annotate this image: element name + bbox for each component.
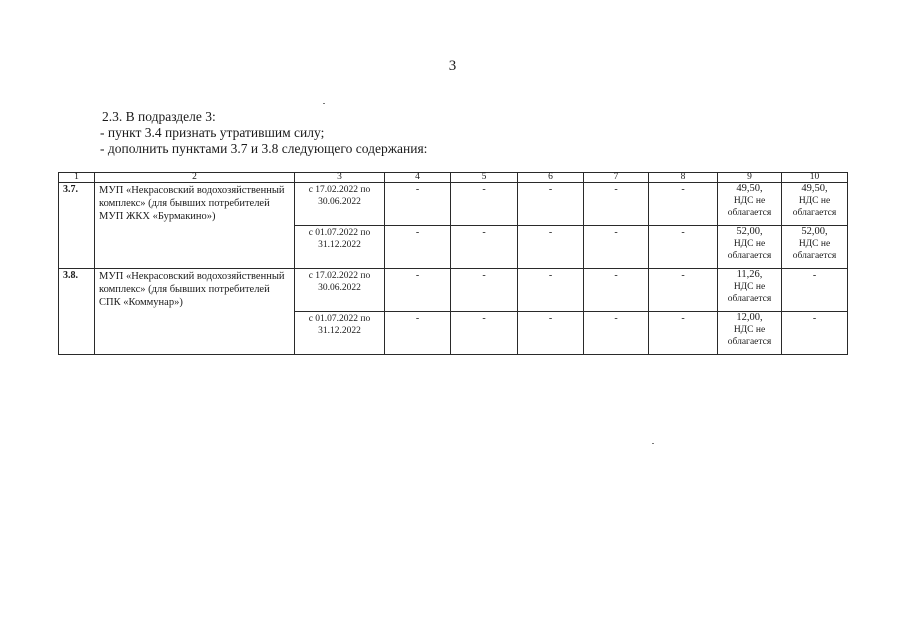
tariff-value: 49,50,: [801, 183, 828, 194]
vat-note: НДС не облагается: [727, 239, 772, 261]
tariff-table: [58, 172, 848, 355]
period-cell: с 17.02.2022 по 30.06.2022: [295, 183, 385, 226]
empty-cell: -: [649, 269, 718, 312]
intro-line-add: - дополнить пунктами 3.7 и 3.8 следующего содержания:: [100, 141, 428, 156]
period-cell: с 17.02.2022 по 30.06.2022: [295, 269, 385, 312]
empty-cell: -: [451, 183, 518, 226]
header-cell: 6: [518, 173, 584, 183]
header-cell: 8: [649, 173, 718, 183]
empty-cell: -: [385, 183, 451, 226]
header-cell: 10: [782, 173, 848, 183]
tariff-value: 12,00,: [736, 312, 763, 323]
vat-note: НДС не облагается: [792, 239, 837, 261]
tariff-cell-col9: [718, 269, 782, 312]
table-row: [59, 183, 848, 226]
tariff-cell-col10: -: [782, 312, 848, 355]
vat-note: НДС не облагается: [727, 282, 772, 304]
empty-cell: -: [518, 312, 584, 355]
header-cell: 7: [584, 173, 649, 183]
empty-cell: -: [649, 312, 718, 355]
header-cell: 3: [295, 173, 385, 183]
intro-text: [102, 109, 427, 157]
table-row: [59, 269, 848, 312]
item-number: 3.7.: [59, 183, 95, 269]
empty-cell: -: [451, 312, 518, 355]
period-cell: с 01.07.2022 по 31.12.2022: [295, 226, 385, 269]
table-header-row: [59, 173, 848, 183]
header-cell: 2: [95, 173, 295, 183]
empty-cell: -: [584, 269, 649, 312]
intro-line-subsection: 2.3. В подразделе 3:: [102, 109, 216, 124]
tariff-cell-col9: [718, 226, 782, 269]
tariff-table-wrapper: [58, 172, 848, 355]
empty-cell: -: [518, 269, 584, 312]
header-cell: 4: [385, 173, 451, 183]
intro-line-repeal: - пункт 3.4 признать утратившим силу;: [100, 125, 325, 140]
tariff-cell-col10: [782, 226, 848, 269]
period-cell: с 01.07.2022 по 31.12.2022: [295, 312, 385, 355]
tariff-cell-col10: -: [782, 269, 848, 312]
tariff-value: 49,50,: [736, 183, 763, 194]
empty-cell: -: [584, 312, 649, 355]
header-cell: 5: [451, 173, 518, 183]
empty-cell: -: [518, 226, 584, 269]
empty-cell: -: [385, 312, 451, 355]
item-number: 3.8.: [59, 269, 95, 355]
organization-name: МУП «Некрасовский водохозяйственный комплекс» (для бывших потребителей СПК «Коммунар»): [95, 269, 295, 355]
empty-cell: -: [451, 269, 518, 312]
empty-cell: -: [385, 269, 451, 312]
empty-cell: -: [649, 183, 718, 226]
scan-speck: [652, 443, 654, 444]
vat-note: НДС не облагается: [727, 196, 772, 218]
tariff-value: 11,26,: [736, 269, 763, 280]
vat-note: НДС не облагается: [792, 196, 837, 218]
empty-cell: -: [584, 226, 649, 269]
header-cell: 9: [718, 173, 782, 183]
empty-cell: -: [518, 183, 584, 226]
page-number: 3: [448, 58, 457, 74]
scan-speck: [323, 103, 325, 104]
empty-cell: -: [584, 183, 649, 226]
tariff-value: 52,00,: [736, 226, 763, 237]
tariff-cell-col9: [718, 312, 782, 355]
empty-cell: -: [385, 226, 451, 269]
empty-cell: -: [649, 226, 718, 269]
empty-cell: -: [451, 226, 518, 269]
vat-note: НДС не облагается: [727, 325, 772, 347]
header-cell: 1: [59, 173, 95, 183]
tariff-cell-col9: [718, 183, 782, 226]
organization-name: МУП «Некрасовский водохозяйственный комплекс» (для бывших потребителей МУП ЖКХ «Бурмакино»): [95, 183, 295, 269]
tariff-value: 52,00,: [801, 226, 828, 237]
tariff-cell-col10: [782, 183, 848, 226]
